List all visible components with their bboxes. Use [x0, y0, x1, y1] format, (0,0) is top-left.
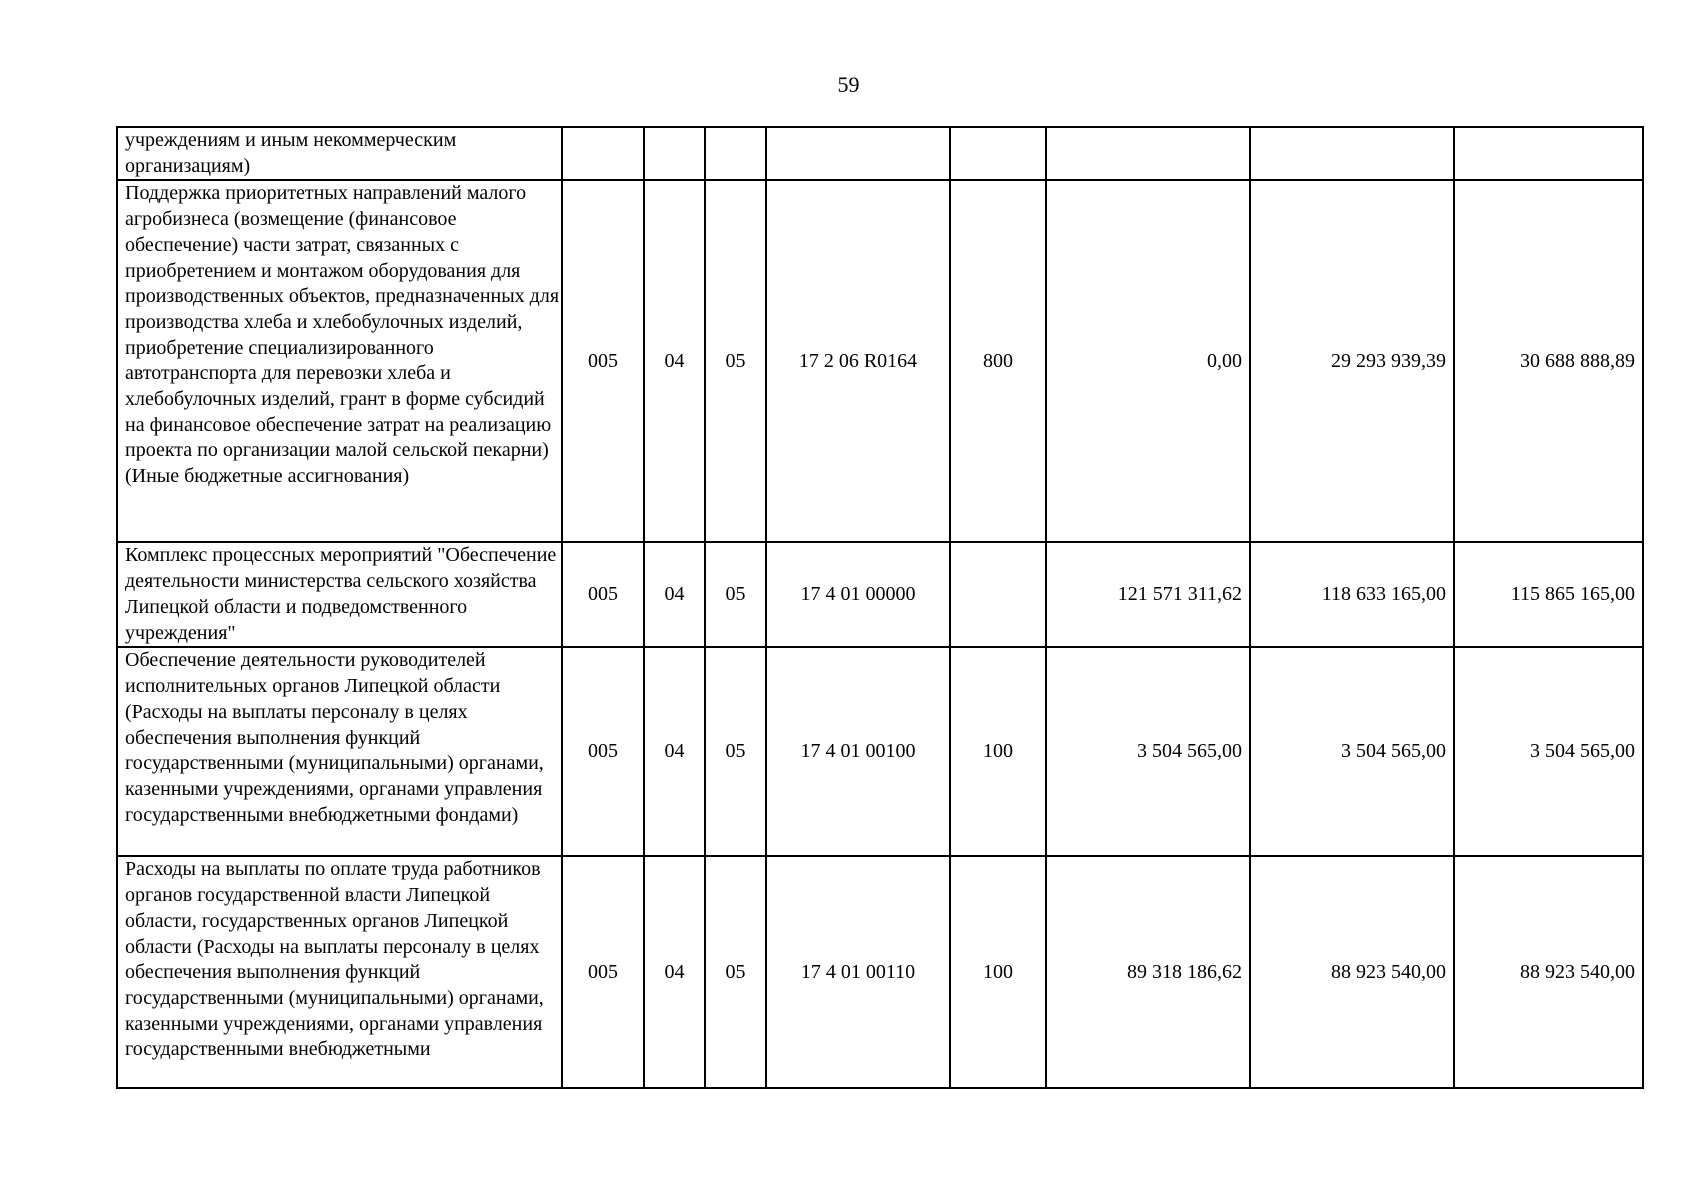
amount-2-cell	[1250, 127, 1454, 180]
subsection-code-cell: 05	[705, 856, 766, 1088]
row-name-cell: учреждениям и иным некоммерческим организациям)	[117, 127, 562, 180]
page-number: 59	[837, 72, 860, 97]
expense-type-cell: 100	[950, 856, 1046, 1088]
section-code-cell: 04	[644, 856, 705, 1088]
ministry-code-cell: 005	[562, 180, 644, 542]
amount-3-cell: 30 688 888,89	[1454, 180, 1643, 542]
ministry-code-cell	[562, 127, 644, 180]
section-code-cell	[644, 127, 705, 180]
table-row	[117, 647, 1643, 856]
row-name-cell: Обеспечение деятельности руководителей исполнительных органов Липецкой области (Расходы на выплаты персоналу в целях обеспечения выполнения функций государственными (муниципальными) органами, казенными учреждениями, органами управления государственными внебюджетными фондами)	[117, 647, 562, 856]
budget-table	[116, 126, 1644, 1089]
amount-3-cell: 3 504 565,00	[1454, 647, 1643, 856]
amount-1-cell: 0,00	[1046, 180, 1250, 542]
section-code-cell: 04	[644, 647, 705, 856]
amount-3-cell	[1454, 127, 1643, 180]
target-article-cell	[766, 127, 950, 180]
amount-1-cell: 3 504 565,00	[1046, 647, 1250, 856]
row-name-cell: Расходы на выплаты по оплате труда работников органов государственной власти Липецкой области, государственных органов Липецкой области (Расходы на выплаты персоналу в целях обеспечения выполнения функций государственными (муниципальными) органами, казенными учреждениями, органами управления государственными внебюджетными	[117, 856, 562, 1088]
target-article-cell: 17 4 01 00110	[766, 856, 950, 1088]
amount-3-cell: 115 865 165,00	[1454, 542, 1643, 647]
ministry-code-cell: 005	[562, 647, 644, 856]
table-row	[117, 127, 1643, 180]
expense-type-cell: 100	[950, 647, 1046, 856]
amount-2-cell: 29 293 939,39	[1250, 180, 1454, 542]
amount-1-cell: 89 318 186,62	[1046, 856, 1250, 1088]
section-code-cell: 04	[644, 180, 705, 542]
subsection-code-cell: 05	[705, 542, 766, 647]
ministry-code-cell: 005	[562, 856, 644, 1088]
subsection-code-cell: 05	[705, 180, 766, 542]
row-name-cell: Комплекс процессных мероприятий "Обеспечение деятельности министерства сельского хозяйства Липецкой области и подведомственного учреждения"	[117, 542, 562, 647]
target-article-cell: 17 2 06 R0164	[766, 180, 950, 542]
subsection-code-cell: 05	[705, 647, 766, 856]
subsection-code-cell	[705, 127, 766, 180]
table-row	[117, 180, 1643, 542]
section-code-cell: 04	[644, 542, 705, 647]
target-article-cell: 17 4 01 00000	[766, 542, 950, 647]
amount-2-cell: 118 633 165,00	[1250, 542, 1454, 647]
amount-2-cell: 3 504 565,00	[1250, 647, 1454, 856]
expense-type-cell	[950, 127, 1046, 180]
expense-type-cell	[950, 542, 1046, 647]
row-name-cell: Поддержка приоритетных направлений малого агробизнеса (возмещение (финансовое обеспечение) части затрат, связанных с приобретением и монтажом оборудования для производственных объектов, предназначенных для производства хлеба и хлебобулочных изделий, приобретение специализированного автотранспорта для перевозки хлеба и хлебобулочных изделий, грант в форме субсидий на финансовое обеспечение затрат на реализацию проекта по организации малой сельской пекарни) (Иные бюджетные ассигнования)	[117, 180, 562, 542]
expense-type-cell: 800	[950, 180, 1046, 542]
amount-1-cell	[1046, 127, 1250, 180]
amount-1-cell: 121 571 311,62	[1046, 542, 1250, 647]
target-article-cell: 17 4 01 00100	[766, 647, 950, 856]
ministry-code-cell: 005	[562, 542, 644, 647]
amount-2-cell: 88 923 540,00	[1250, 856, 1454, 1088]
table-row	[117, 856, 1643, 1088]
table-row	[117, 542, 1643, 647]
amount-3-cell: 88 923 540,00	[1454, 856, 1643, 1088]
